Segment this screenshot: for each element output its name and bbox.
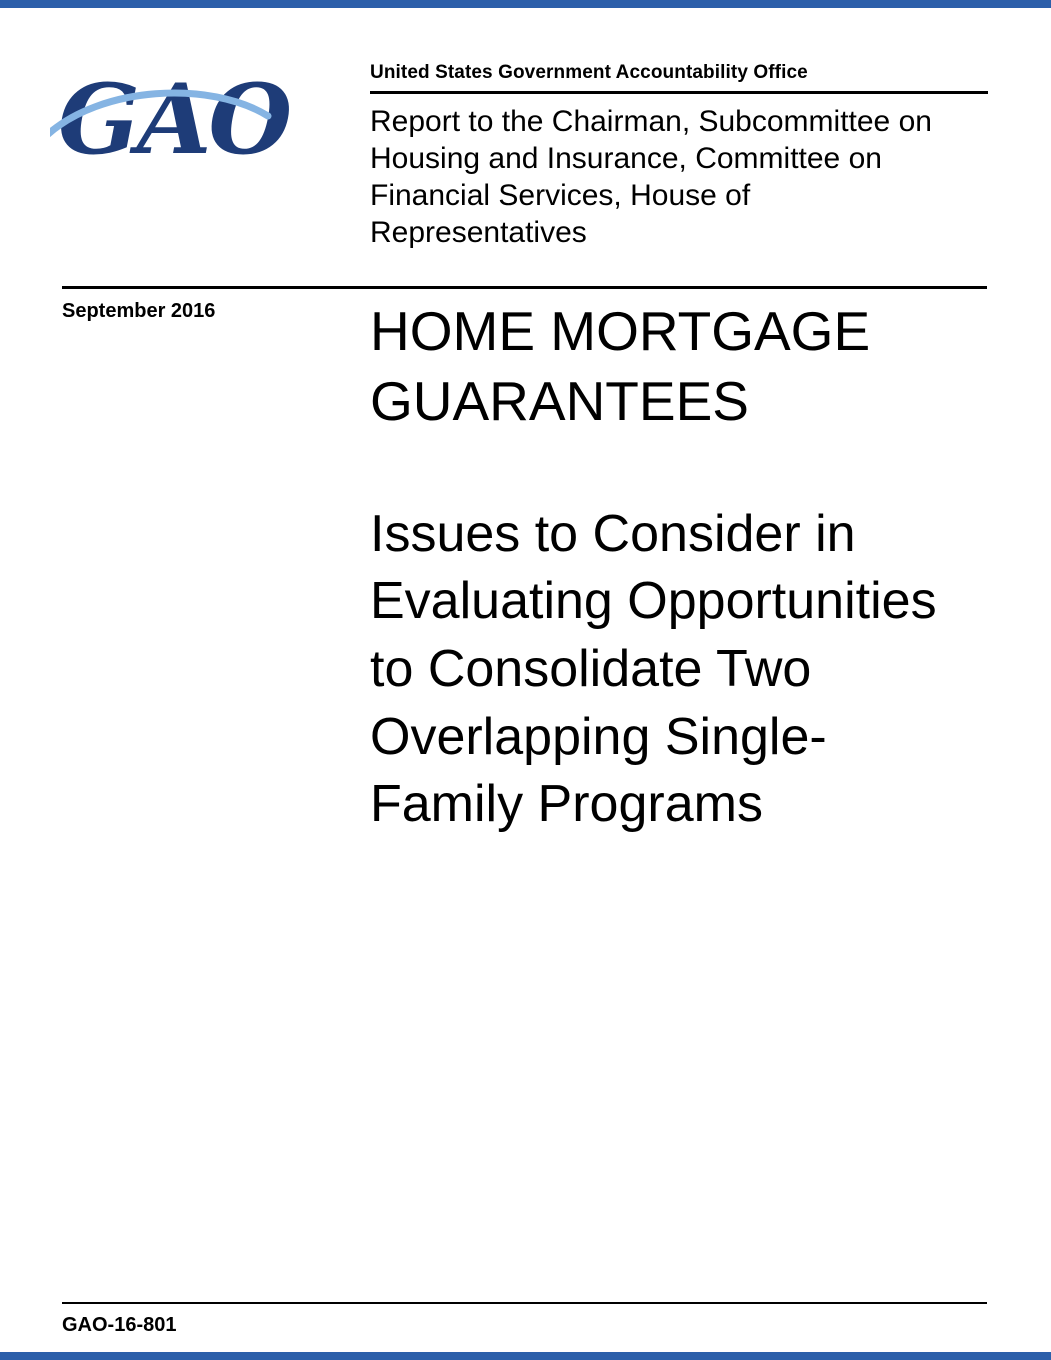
header-right-column <box>370 62 988 252</box>
gao-logo <box>58 63 290 180</box>
top-accent-bar <box>0 0 1051 8</box>
footer-divider-rule <box>62 1302 987 1304</box>
title-block <box>370 296 962 839</box>
bottom-accent-bar <box>0 1352 1051 1360</box>
agency-rule <box>370 91 988 94</box>
report-number: GAO-16-801 <box>62 1314 177 1336</box>
report-main-title: HOME MORTGAGE GUARANTEES <box>370 300 871 433</box>
report-addressee: Report to the Chairman, Subcommittee on Housing and Insurance, Committee on Financial Services, House of Representatives <box>370 105 932 249</box>
gao-logo-text: GAO <box>58 63 290 176</box>
report-subtitle: Issues to Consider in Evaluating Opportunities to Consolidate Two Overlapping Single-Family Programs <box>370 504 937 834</box>
mid-divider-rule <box>62 286 987 289</box>
report-date: September 2016 <box>62 300 216 322</box>
agency-name: United States Government Accountability Office <box>370 62 808 83</box>
